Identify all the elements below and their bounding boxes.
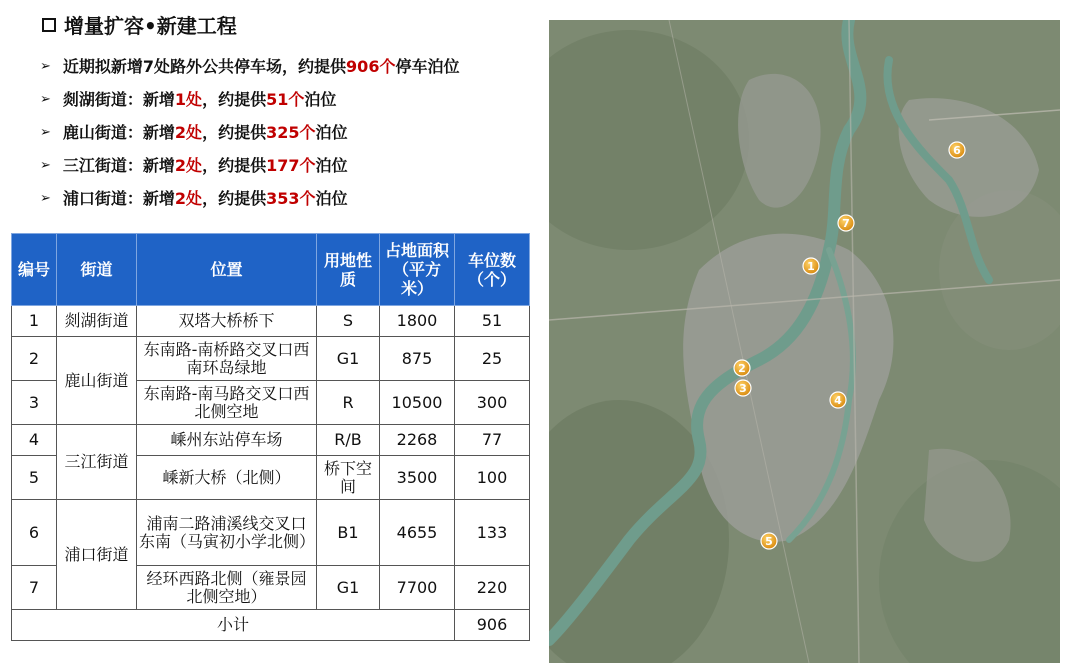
table-header-row (12, 234, 530, 306)
bullet-text: 泊位 (304, 89, 337, 109)
bullet-text: 泊位 (315, 155, 348, 175)
cell-area: 3500 (380, 456, 455, 500)
bullet-highlight: 2处 (174, 122, 203, 142)
summary-bullet-list (40, 50, 459, 215)
subtotal-label: 小计 (12, 610, 455, 641)
bullet-arrow-icon: ➢ (40, 124, 51, 140)
cell-location: 双塔大桥桥下 (137, 306, 317, 337)
bullet-arrow-icon: ➢ (40, 190, 51, 206)
map-marker[interactable] (735, 380, 751, 396)
bullet-item (40, 50, 459, 83)
cell-spaces: 133 (455, 500, 530, 566)
cell-land-use: G1 (317, 566, 380, 610)
svg-text:4: 4 (834, 394, 842, 407)
cell-no: 6 (12, 500, 57, 566)
map-marker[interactable] (838, 215, 854, 231)
satellite-map[interactable] (549, 20, 1060, 663)
cell-spaces: 25 (455, 337, 530, 381)
parking-table (11, 233, 530, 641)
cell-land-use: G1 (317, 337, 380, 381)
cell-street: 剡湖街道 (57, 306, 137, 337)
bullet-arrow-icon: ➢ (40, 58, 51, 74)
cell-location: 嵊新大桥（北侧） (137, 456, 317, 500)
header-land-use: 用地性质 (317, 234, 380, 306)
bullet-text: 三江街道：新增 (62, 155, 175, 175)
cell-land-use: R/B (317, 425, 380, 456)
cell-land-use: B1 (317, 500, 380, 566)
bullet-arrow-icon: ➢ (40, 157, 51, 173)
bullet-text: ，约提供 (202, 122, 267, 142)
header-street: 街道 (57, 234, 137, 306)
bullet-item (40, 116, 459, 149)
cell-no: 3 (12, 381, 57, 425)
svg-text:1: 1 (807, 260, 815, 273)
cell-spaces: 77 (455, 425, 530, 456)
header-area: 占地面积（平方米） (380, 234, 455, 306)
cell-land-use: 桥下空间 (317, 456, 380, 500)
cell-area: 2268 (380, 425, 455, 456)
subtotal-value: 906 (455, 610, 530, 641)
checkbox-square-icon (42, 18, 56, 32)
cell-area: 875 (380, 337, 455, 381)
bullet-highlight: 177个 (266, 155, 316, 175)
bullet-highlight: 1处 (174, 89, 203, 109)
cell-location: 东南路-南桥路交叉口西南环岛绿地 (137, 337, 317, 381)
cell-no: 7 (12, 566, 57, 610)
cell-area: 10500 (380, 381, 455, 425)
map-marker[interactable] (734, 360, 750, 376)
bullet-highlight: 325个 (266, 122, 316, 142)
cell-spaces: 51 (455, 306, 530, 337)
table-subtotal-row (12, 610, 530, 641)
svg-text:2: 2 (738, 362, 746, 375)
bullet-text: 近期拟新增7处路外公共停车场，约提供 (62, 56, 347, 76)
cell-area: 1800 (380, 306, 455, 337)
cell-no: 1 (12, 306, 57, 337)
cell-land-use: R (317, 381, 380, 425)
map-marker[interactable] (803, 258, 819, 274)
bullet-text: ，约提供 (202, 155, 267, 175)
map-marker[interactable] (830, 392, 846, 408)
table-row (12, 337, 530, 381)
svg-text:3: 3 (739, 382, 747, 395)
cell-street: 鹿山街道 (57, 337, 137, 425)
cell-area: 4655 (380, 500, 455, 566)
bullet-text: 泊位 (315, 188, 348, 208)
cell-no: 4 (12, 425, 57, 456)
bullet-highlight: 2处 (174, 188, 203, 208)
cell-no: 5 (12, 456, 57, 500)
header-location: 位置 (137, 234, 317, 306)
table-row (12, 306, 530, 337)
cell-spaces: 300 (455, 381, 530, 425)
map-canvas (549, 20, 1060, 663)
bullet-highlight: 353个 (266, 188, 316, 208)
svg-text:7: 7 (842, 217, 850, 230)
header-spaces: 车位数（个） (455, 234, 530, 306)
bullet-text: 剡湖街道：新增 (62, 89, 175, 109)
bullet-text: ，约提供 (202, 89, 267, 109)
bullet-text: 鹿山街道：新增 (62, 122, 175, 142)
map-marker[interactable] (761, 533, 777, 549)
title-text: 增量扩容•新建工程 (64, 14, 237, 38)
cell-location: 浦南二路浦溪线交叉口东南（马寅初小学北侧） (137, 500, 317, 566)
bullet-text: 浦口街道：新增 (62, 188, 175, 208)
bullet-highlight: 2处 (174, 155, 203, 175)
bullet-text: 泊位 (315, 122, 348, 142)
cell-area: 7700 (380, 566, 455, 610)
header-no: 编号 (12, 234, 57, 306)
map-marker[interactable] (949, 142, 965, 158)
bullet-item (40, 182, 459, 215)
bullet-highlight: 51个 (266, 89, 305, 109)
bullet-text: ，约提供 (202, 188, 267, 208)
bullet-arrow-icon: ➢ (40, 91, 51, 107)
svg-text:5: 5 (765, 535, 773, 548)
cell-street: 三江街道 (57, 425, 137, 500)
cell-no: 2 (12, 337, 57, 381)
cell-land-use: S (317, 306, 380, 337)
bullet-highlight: 906个 (346, 56, 396, 76)
cell-location: 经环西路北侧（雍景园北侧空地） (137, 566, 317, 610)
cell-spaces: 220 (455, 566, 530, 610)
svg-text:6: 6 (953, 144, 961, 157)
cell-spaces: 100 (455, 456, 530, 500)
cell-location: 东南路-南马路交叉口西北侧空地 (137, 381, 317, 425)
bullet-item (40, 149, 459, 182)
bullet-item (40, 83, 459, 116)
cell-street: 浦口街道 (57, 500, 137, 610)
table-row (12, 425, 530, 456)
page-title (42, 10, 237, 39)
cell-location: 嵊州东站停车场 (137, 425, 317, 456)
bullet-text: 停车泊位 (395, 56, 460, 76)
table-row (12, 500, 530, 566)
